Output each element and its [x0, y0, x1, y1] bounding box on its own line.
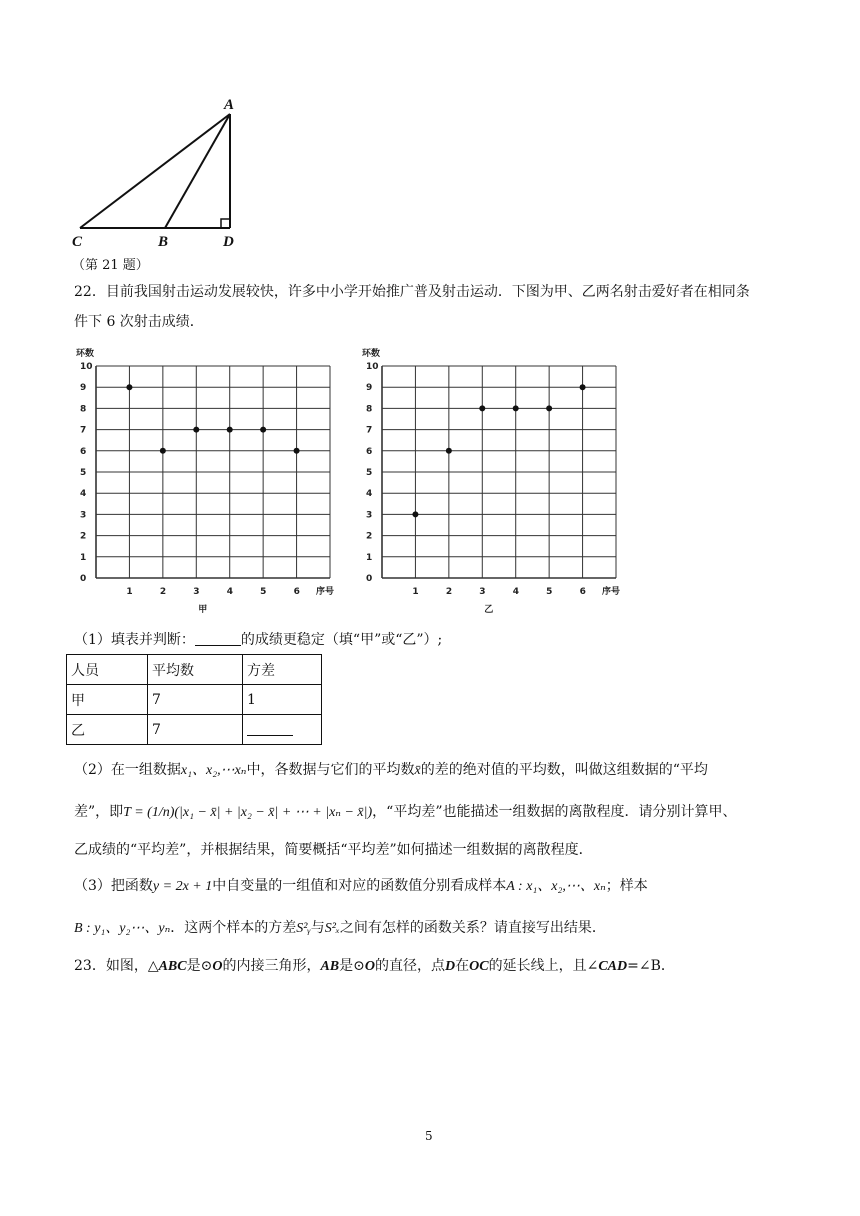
q22-stem-line1: 22．目前我国射击运动发展较快，许多中小学开始推广普及射击运动．下图为甲、乙两名射击爱好者在相同条 — [74, 284, 750, 300]
x-tick-label: 4 — [512, 587, 519, 597]
cell-mean: 7 — [148, 715, 243, 745]
chart-yi — [356, 342, 646, 618]
q22-part1 — [74, 630, 442, 650]
y-tick-label: 1 — [80, 552, 87, 563]
right-angle-mark — [221, 219, 230, 228]
x-tick-label: 5 — [546, 587, 553, 597]
label-a: A — [224, 97, 235, 113]
mean-deviation-formula: T = (1/n)(|x₁ − x̄| + |x₂ − x̄| + ⋯ + |xₙ − x̄|) — [123, 805, 373, 820]
y-tick-label: 1 — [366, 552, 373, 563]
q22-part2-line1: （2）在一组数据x₁、x₂,⋯xₙ中，各数据与它们的平均数x̄的差的绝对值的平均数，叫做这组数据的“平均 — [74, 762, 708, 778]
score-table — [66, 654, 322, 745]
variance-sx: S²ₓ — [324, 921, 340, 936]
x-tick-label: 1 — [412, 587, 419, 597]
part1-prefix: （1）填表并判断： — [74, 632, 195, 648]
y-tick-label: 5 — [366, 468, 373, 478]
y-tick-label: 4 — [366, 489, 373, 500]
chart-caption: 甲 — [198, 605, 208, 615]
figure-21-caption: （第 21 题） — [72, 258, 149, 273]
data-point — [193, 427, 199, 433]
sample-a: A : x₁、x₂,⋯、xₙ — [506, 879, 606, 894]
label-b: B — [158, 234, 169, 250]
x-tick-label: 6 — [579, 587, 586, 597]
data-point — [446, 448, 452, 454]
q22-part2-line3: 乙成绩的“平均差”，并根据结果，简要概括“平均差”如何描述一组数据的离散程度． — [74, 842, 593, 858]
segment-ab — [165, 114, 230, 228]
data-point — [546, 405, 552, 411]
y-tick-label: 5 — [80, 468, 87, 478]
y-tick-label: 3 — [80, 510, 87, 521]
x-tick-label: 2 — [445, 587, 453, 597]
segment-ac — [80, 114, 230, 228]
variance-sy: S²ᵧ — [296, 921, 311, 936]
q22-stem-line2: 件下 6 次射击成绩． — [74, 314, 204, 330]
cell-variance-blank[interactable] — [243, 715, 322, 745]
x-tick-label: 4 — [226, 587, 233, 597]
x-axis-label: 序号 — [602, 587, 621, 597]
q22-part3-line1: （3）把函数y = 2x + 1中自变量的一组值和对应的函数值分别看成样本A : x₁、x₂,⋯、xₙ；样本 — [74, 878, 648, 894]
y-tick-label: 10 — [80, 362, 93, 372]
header-person: 人员 — [67, 655, 148, 685]
q23-stem: 23．如图，△ABC是⊙O的内接三角形，AB是⊙O的直径，点D在OC的延长线上，且∠CAD=∠B． — [74, 958, 675, 974]
y-tick-label: 4 — [80, 489, 87, 500]
x-tick-label: 2 — [159, 587, 167, 597]
data-point — [260, 427, 266, 433]
table-row — [67, 685, 322, 715]
data-point — [513, 405, 519, 411]
cell-variance: 1 — [243, 685, 322, 715]
chart-caption: 乙 — [484, 605, 494, 615]
y-tick-label: 9 — [366, 383, 373, 394]
data-vars: x₁、x₂,⋯xₙ — [180, 763, 247, 778]
header-variance: 方差 — [243, 655, 322, 685]
cell-mean: 7 — [148, 685, 243, 715]
label-c: C — [72, 234, 83, 250]
sample-b: B : y₁、y₂⋯、yₙ — [74, 921, 171, 936]
xbar: x̄ — [414, 763, 421, 778]
data-point — [160, 448, 166, 454]
table-header-row — [67, 655, 322, 685]
x-tick-label: 3 — [479, 587, 486, 597]
function-expression: y = 2x + 1 — [152, 879, 213, 894]
data-point — [412, 511, 418, 517]
y-tick-label: 2 — [366, 531, 373, 542]
y-tick-label: 0 — [80, 574, 87, 584]
y-tick-label: 3 — [366, 510, 373, 521]
figure-21 — [70, 92, 250, 252]
header-mean: 平均数 — [148, 655, 243, 685]
cell-person: 乙 — [67, 715, 148, 745]
table-row — [67, 715, 322, 745]
data-point — [126, 384, 132, 390]
y-tick-label: 8 — [80, 404, 87, 415]
y-tick-label: 7 — [366, 425, 373, 436]
data-point — [479, 405, 485, 411]
y-tick-label: 8 — [366, 404, 373, 415]
y-tick-label: 2 — [80, 531, 87, 542]
y-tick-label: 0 — [366, 574, 373, 584]
data-point — [294, 448, 300, 454]
part1-answer-blank[interactable] — [195, 631, 241, 646]
y-axis-label: 环数 — [76, 349, 95, 359]
x-axis-label: 序号 — [316, 587, 335, 597]
page-number: 5 — [425, 1129, 433, 1143]
y-axis-label: 环数 — [362, 349, 381, 359]
y-tick-label: 9 — [80, 383, 87, 394]
cell-person: 甲 — [67, 685, 148, 715]
label-d: D — [223, 234, 234, 250]
data-point — [227, 427, 233, 433]
x-tick-label: 5 — [260, 587, 267, 597]
data-point — [580, 384, 586, 390]
x-tick-label: 1 — [126, 587, 133, 597]
y-tick-label: 6 — [366, 446, 373, 457]
x-tick-label: 6 — [293, 587, 300, 597]
y-tick-label: 10 — [366, 362, 379, 372]
q22-part3-line2: B : y₁、y₂⋯、yₙ．这两个样本的方差S²ᵧ与S²ₓ之间有怎样的函数关系？请直接写出结果． — [74, 920, 606, 936]
q22-part2-line2: 差”，即T = (1/n)(|x₁ − x̄| + |x₂ − x̄| + ⋯ + |xₙ − x̄|)，“平均差”也能描述一组数据的离散程度．请分别计算甲、 — [74, 804, 737, 820]
x-tick-label: 3 — [193, 587, 200, 597]
chart-jia — [70, 342, 360, 618]
y-tick-label: 7 — [80, 425, 87, 436]
part1-suffix: 的成绩更稳定（填“甲”或“乙”）; — [240, 632, 443, 648]
y-tick-label: 6 — [80, 446, 87, 457]
